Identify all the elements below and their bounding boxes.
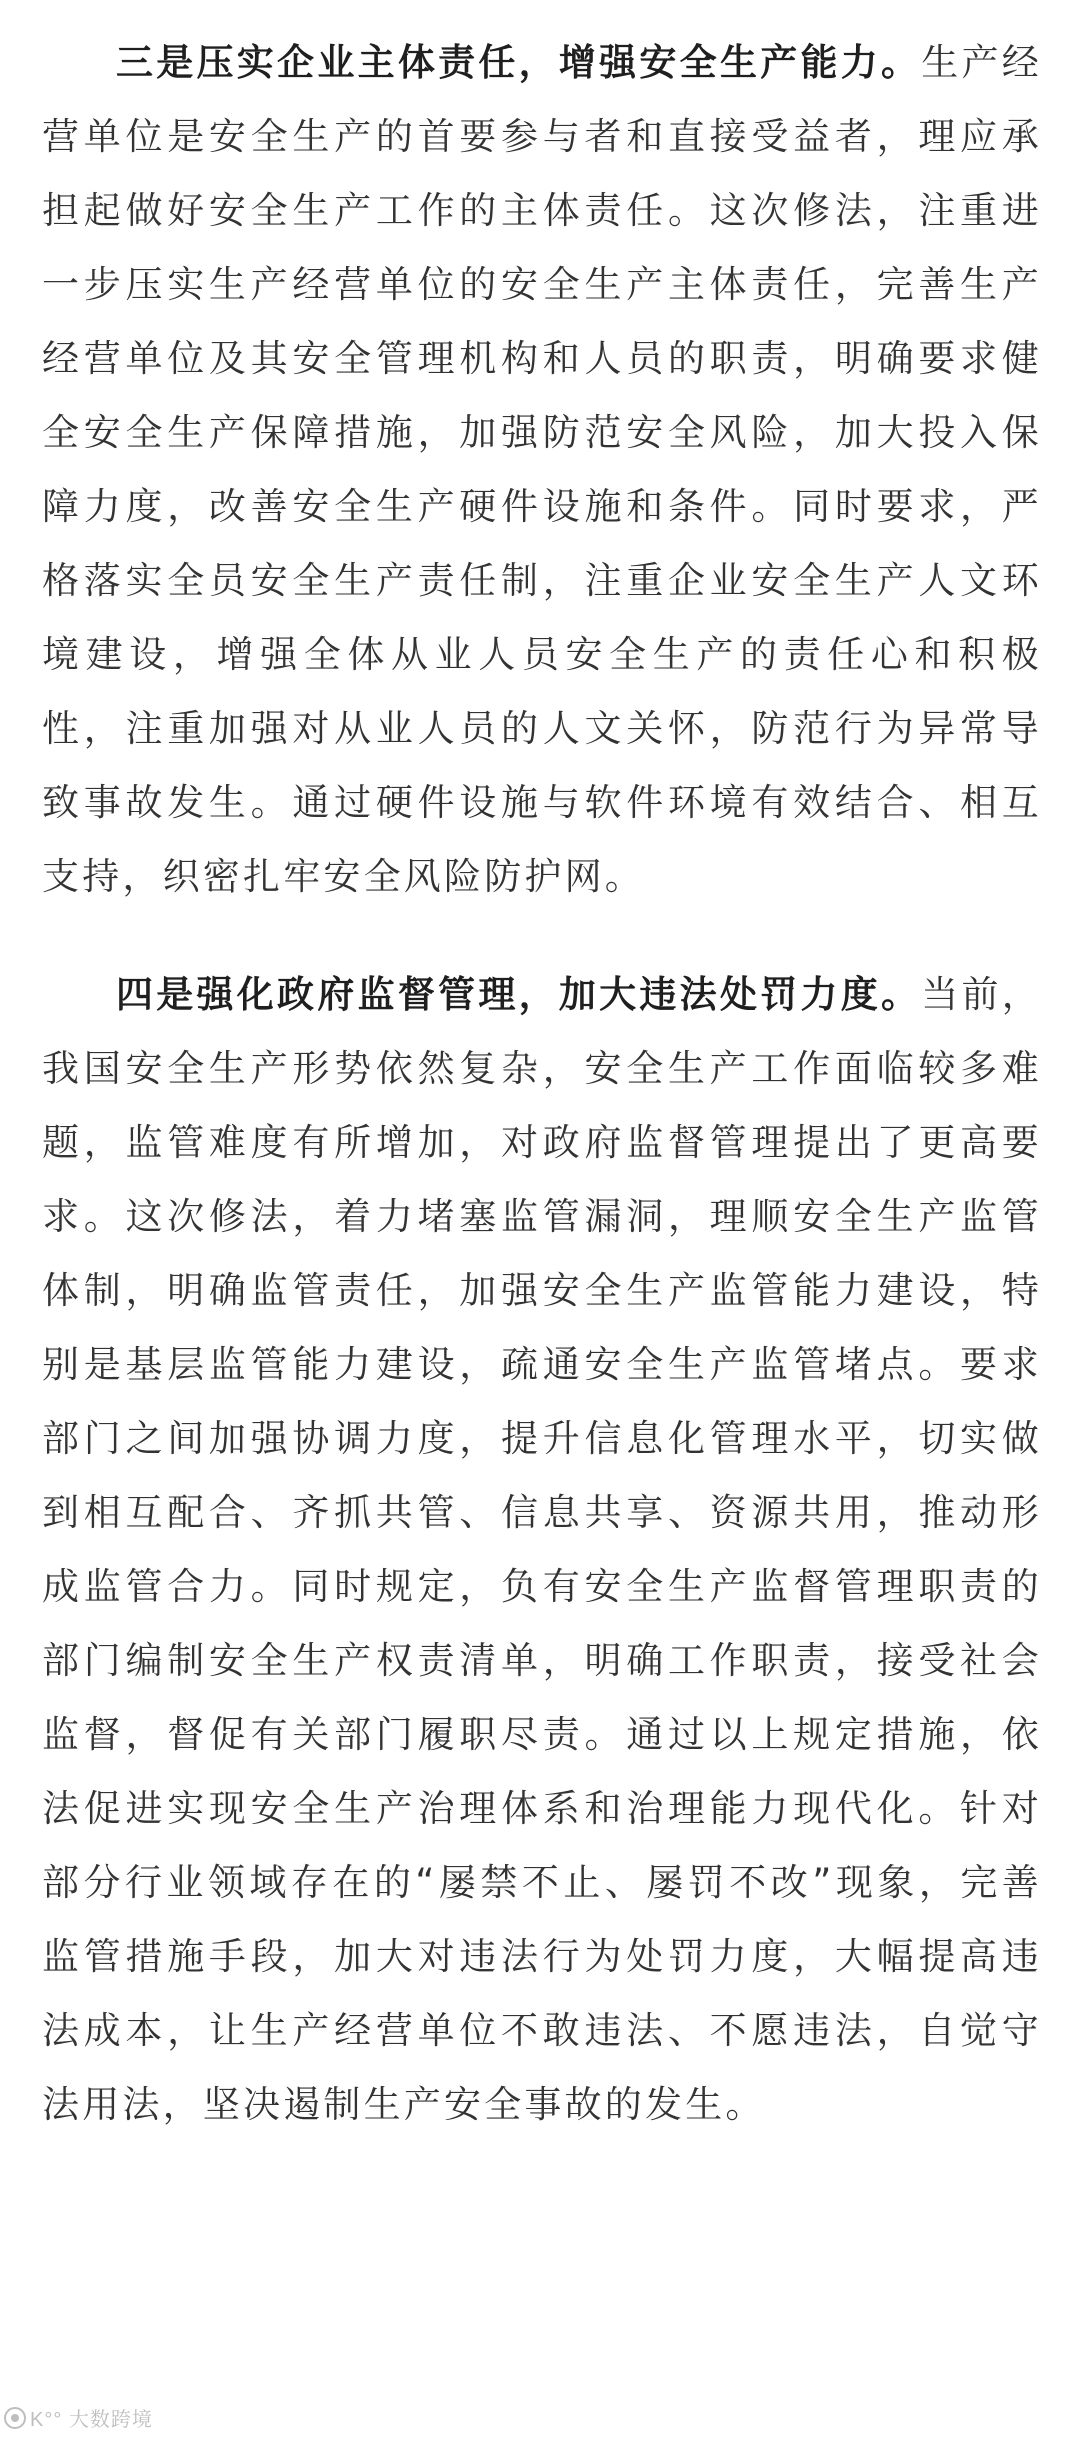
article-content (42, 26, 1042, 2186)
watermark-text: K°° 大数跨境 (30, 2409, 153, 2431)
paragraph-body: 生产经营单位是安全生产的首要参与者和直接受益者，理应承担起做好安全生产工作的主体责任。这次修法，注重进一步压实生产经营单位的安全生产主体责任，完善生产经营单位及其安全管理机构和人员的职责，明确要求健全安全生产保障措施，加强防范安全风险，加大投入保障力度，改善安全生产硬件设施和条件。同时要求，严格落实全员安全生产责任制，注重企业安全生产人文环境建设，增强全体从业人员安全生产的责任心和积极性，注重加强对从业人员的人文关怀，防范行为异常导致事故发生。通过硬件设施与软件环境有效结合、相互支持，织密扎牢安全风险防护网。 (42, 41, 1042, 898)
paragraph-lead: 三是压实企业主体责任，增强安全生产能力。 (116, 41, 922, 84)
paragraph-lead: 四是强化政府监督管理，加大违法处罚力度。 (116, 973, 922, 1016)
watermark (4, 2403, 153, 2432)
paragraph-responsibility (42, 26, 1042, 914)
paragraph-body: 当前，我国安全生产形势依然复杂，安全生产工作面临较多难题，监管难度有所增加，对政府监督管理提出了更高要求。这次修法，着力堵塞监管漏洞，理顺安全生产监管体制，明确监管责任，加强安全生产监管能力建设，特别是基层监管能力建设，疏通安全生产监管堵点。要求部门之间加强协调力度，提升信息化管理水平，切实做到相互配合、齐抓共管、信息共享、资源共用，推动形成监管合力。同时规定，负有安全生产监督管理职责的部门编制安全生产权责清单，明确工作职责，接受社会监督，督促有关部门履职尽责。通过以上规定措施，依法促进实现安全生产治理体系和治理能力现代化。针对部分行业领域存在的“屡禁不止、屡罚不改”现象，完善监管措施手段，加大对违法行为处罚力度，大幅提高违法成本，让生产经营单位不敢违法、不愿违法，自觉守法用法，坚决遏制生产安全事故的发生。 (42, 973, 1042, 2126)
circle-logo-icon (4, 2407, 26, 2429)
paragraph-supervision (42, 958, 1042, 2142)
